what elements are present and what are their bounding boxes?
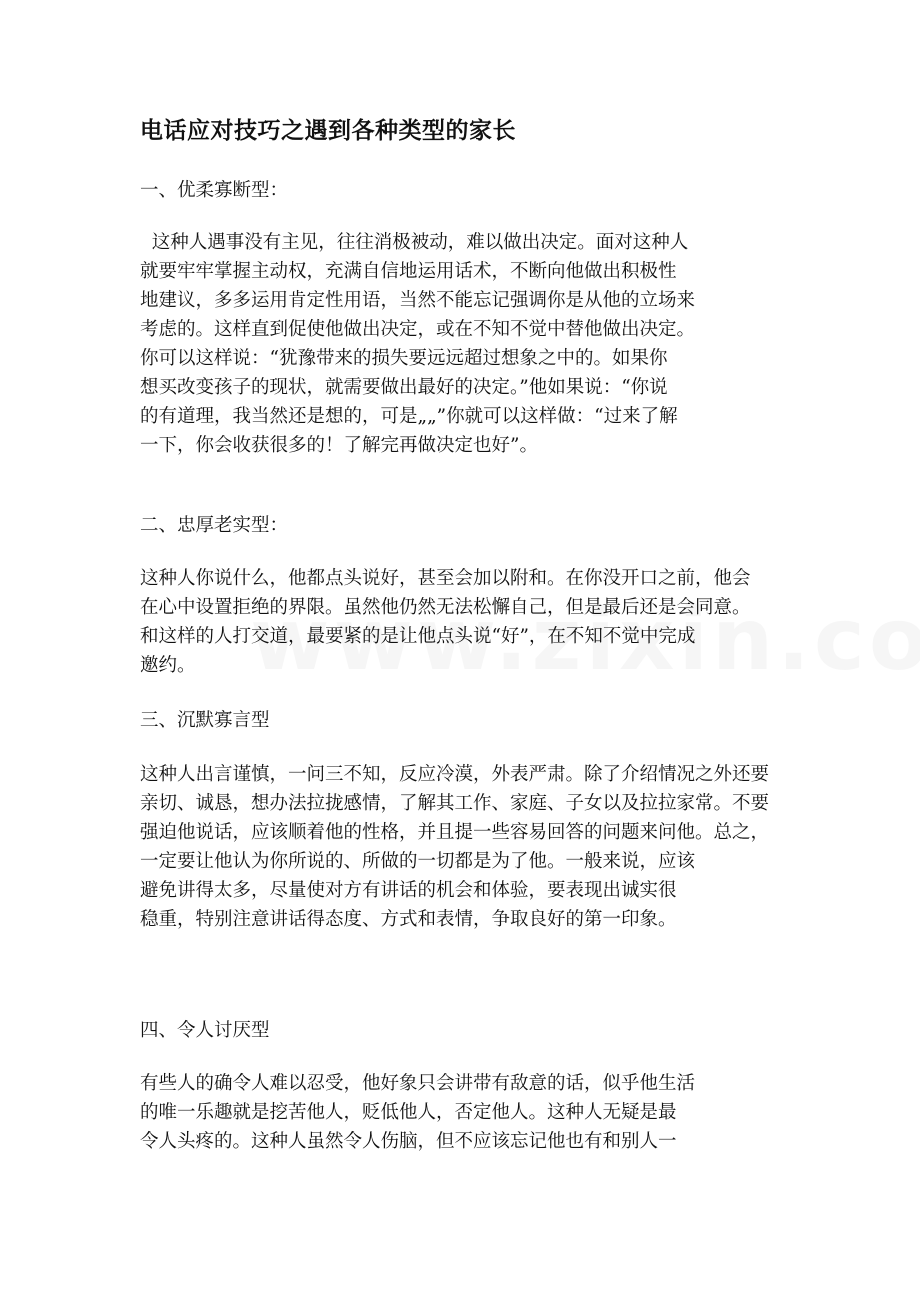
paragraph-line: 一定要让他认为你所说的、所做的一切都是为了他。一般来说，应该: [140, 851, 696, 872]
section-heading-4: 四、令人讨厌型: [140, 1020, 270, 1041]
paragraph-line: 就要牢牢掌握主动权，充满自信地运用话术，不断向他做出积极性: [140, 261, 677, 282]
paragraph-line: 亲切、诚恳，想办法拉拢感情，了解其工作、家庭、子女以及拉拉家常。不要: [140, 793, 770, 814]
paragraph-line: 稳重，特别注意讲话得态度、方式和表情，争取良好的第一印象。: [140, 909, 677, 930]
paragraph-line: 这种人遇事没有主见，往往消极被动，难以做出决定。面对这种人: [140, 232, 689, 253]
paragraph-line: 这种人出言谨慎，一问三不知，反应冷漠，外表严肃。除了介绍情况之外还要: [140, 764, 770, 785]
document-title: 电话应对技巧之遇到各种类型的家长: [140, 117, 516, 144]
paragraph-line: 邀约。: [140, 655, 196, 676]
paragraph-line: 你可以这样说：“犹豫带来的损失要远远超过想象之中的。如果你: [140, 348, 668, 369]
paragraph-line: 地建议，多多运用肯定性用语，当然不能忘记强调你是从他的立场来: [140, 290, 696, 311]
paragraph-line: 的有道理，我当然还是想的，可是„„”你就可以这样做：“过来了解: [140, 406, 678, 427]
section-paragraph-2: [140, 564, 800, 680]
paragraph-line: 一下，你会收获很多的！了解完再做决定也好”。: [140, 435, 538, 456]
section-heading-3: 三、沉默寡言型: [140, 710, 270, 731]
paragraph-line: 强迫他说话，应该顺着他的性格，并且提一些容易回答的问题来问他。总之，: [140, 822, 770, 843]
section-heading-1: 一、优柔寡断型：: [140, 180, 289, 201]
paragraph-line: 在心中设置拒绝的界限。虽然他仍然无法松懈自己，但是最后还是会同意。: [140, 597, 751, 618]
section-paragraph-4: [140, 1069, 800, 1156]
paragraph-line: 有些人的确令人难以忍受，他好象只会讲带有敌意的话，似乎他生活: [140, 1073, 696, 1094]
paragraph-line: 想买改变孩子的现状，就需要做出最好的决定。”他如果说：“你说: [140, 377, 668, 398]
paragraph-line: 的唯一乐趣就是挖苦他人，贬低他人，否定他人。这种人无疑是最: [140, 1102, 677, 1123]
section-heading-2: 二、忠厚老实型：: [140, 515, 289, 536]
paragraph-line: 这种人你说什么，他都点头说好，甚至会加以附和。在你没开口之前，他会: [140, 568, 751, 589]
section-paragraph-3: [140, 760, 800, 934]
section-paragraph-1: [140, 228, 800, 460]
paragraph-line: 考虑的。这样直到促使他做出决定，或在不知不觉中替他做出决定。: [140, 319, 696, 340]
paragraph-line: 和这样的人打交道，最要紧的是让他点头说“好”，在不知不觉中完成: [140, 626, 696, 647]
paragraph-line: 令人头疼的。这种人虽然令人伤脑，但不应该忘记他也有和别人一: [140, 1131, 677, 1152]
paragraph-line: 避免讲得太多，尽量使对方有讲话的机会和体验，要表现出诚实很: [140, 880, 677, 901]
